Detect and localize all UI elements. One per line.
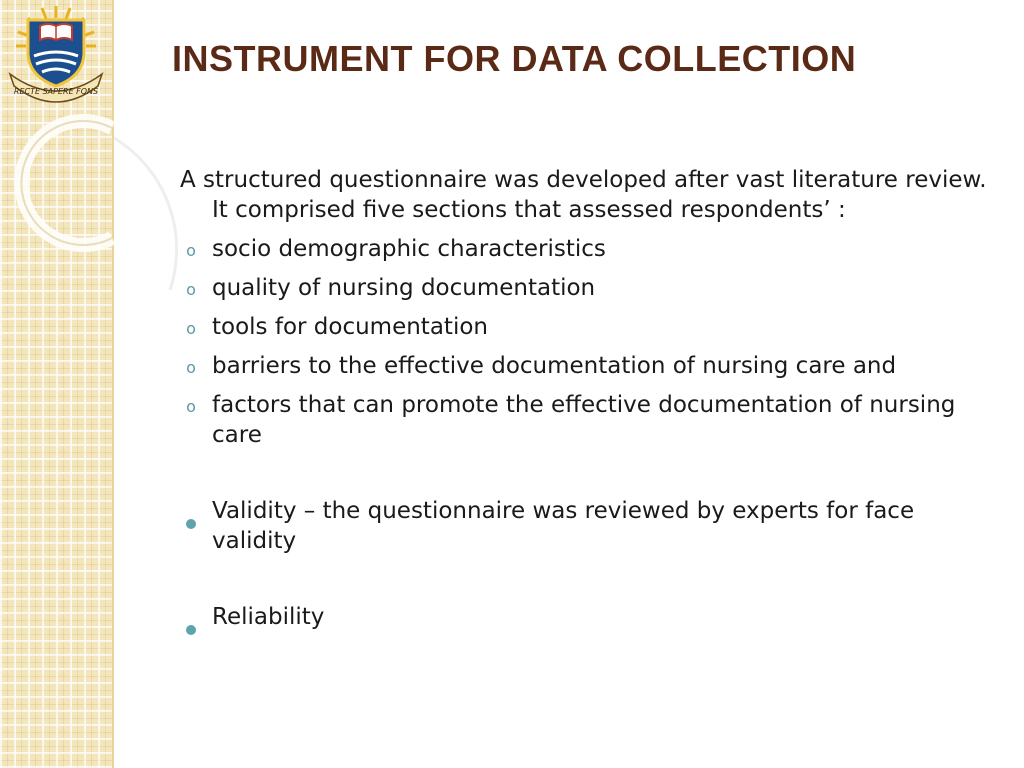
list-item-text: barriers to the effective documentation of nursing care and <box>212 353 897 379</box>
hollow-circle-icon: o <box>186 241 196 260</box>
list-item-text: socio demographic characteristics <box>212 236 606 262</box>
list-item <box>180 312 992 342</box>
reliability-item <box>180 602 992 632</box>
university-crest-icon <box>0 0 112 106</box>
slide-body <box>180 165 992 632</box>
list-item-text: tools for documentation <box>212 314 488 340</box>
validity-item <box>180 496 992 556</box>
validity-text: Validity – the questionnaire was reviewed by experts for face validity <box>212 498 915 554</box>
hollow-circle-icon: o <box>186 358 196 377</box>
teal-dot-icon <box>180 613 202 643</box>
teal-dot-icon <box>180 507 202 537</box>
list-item <box>180 351 992 381</box>
list-item <box>180 234 992 264</box>
list-item <box>180 390 992 450</box>
intro-paragraph: A structured questionnaire was developed after vast literature review. It comprised five sections that assessed respondents’ : <box>180 167 987 223</box>
list-item-text: factors that can promote the effective documentation of nursing care <box>212 392 956 448</box>
list-item <box>180 273 992 303</box>
hollow-circle-icon: o <box>186 280 196 299</box>
list-item-text: quality of nursing documentation <box>212 275 596 301</box>
reliability-text: Reliability <box>212 604 325 630</box>
svg-text:RECTE SAPERE FONS: RECTE SAPERE FONS <box>13 87 99 96</box>
slide-title: INSTRUMENT FOR DATA COLLECTION <box>172 38 857 79</box>
hollow-circle-icon: o <box>186 319 196 338</box>
hollow-circle-icon: o <box>186 397 196 416</box>
